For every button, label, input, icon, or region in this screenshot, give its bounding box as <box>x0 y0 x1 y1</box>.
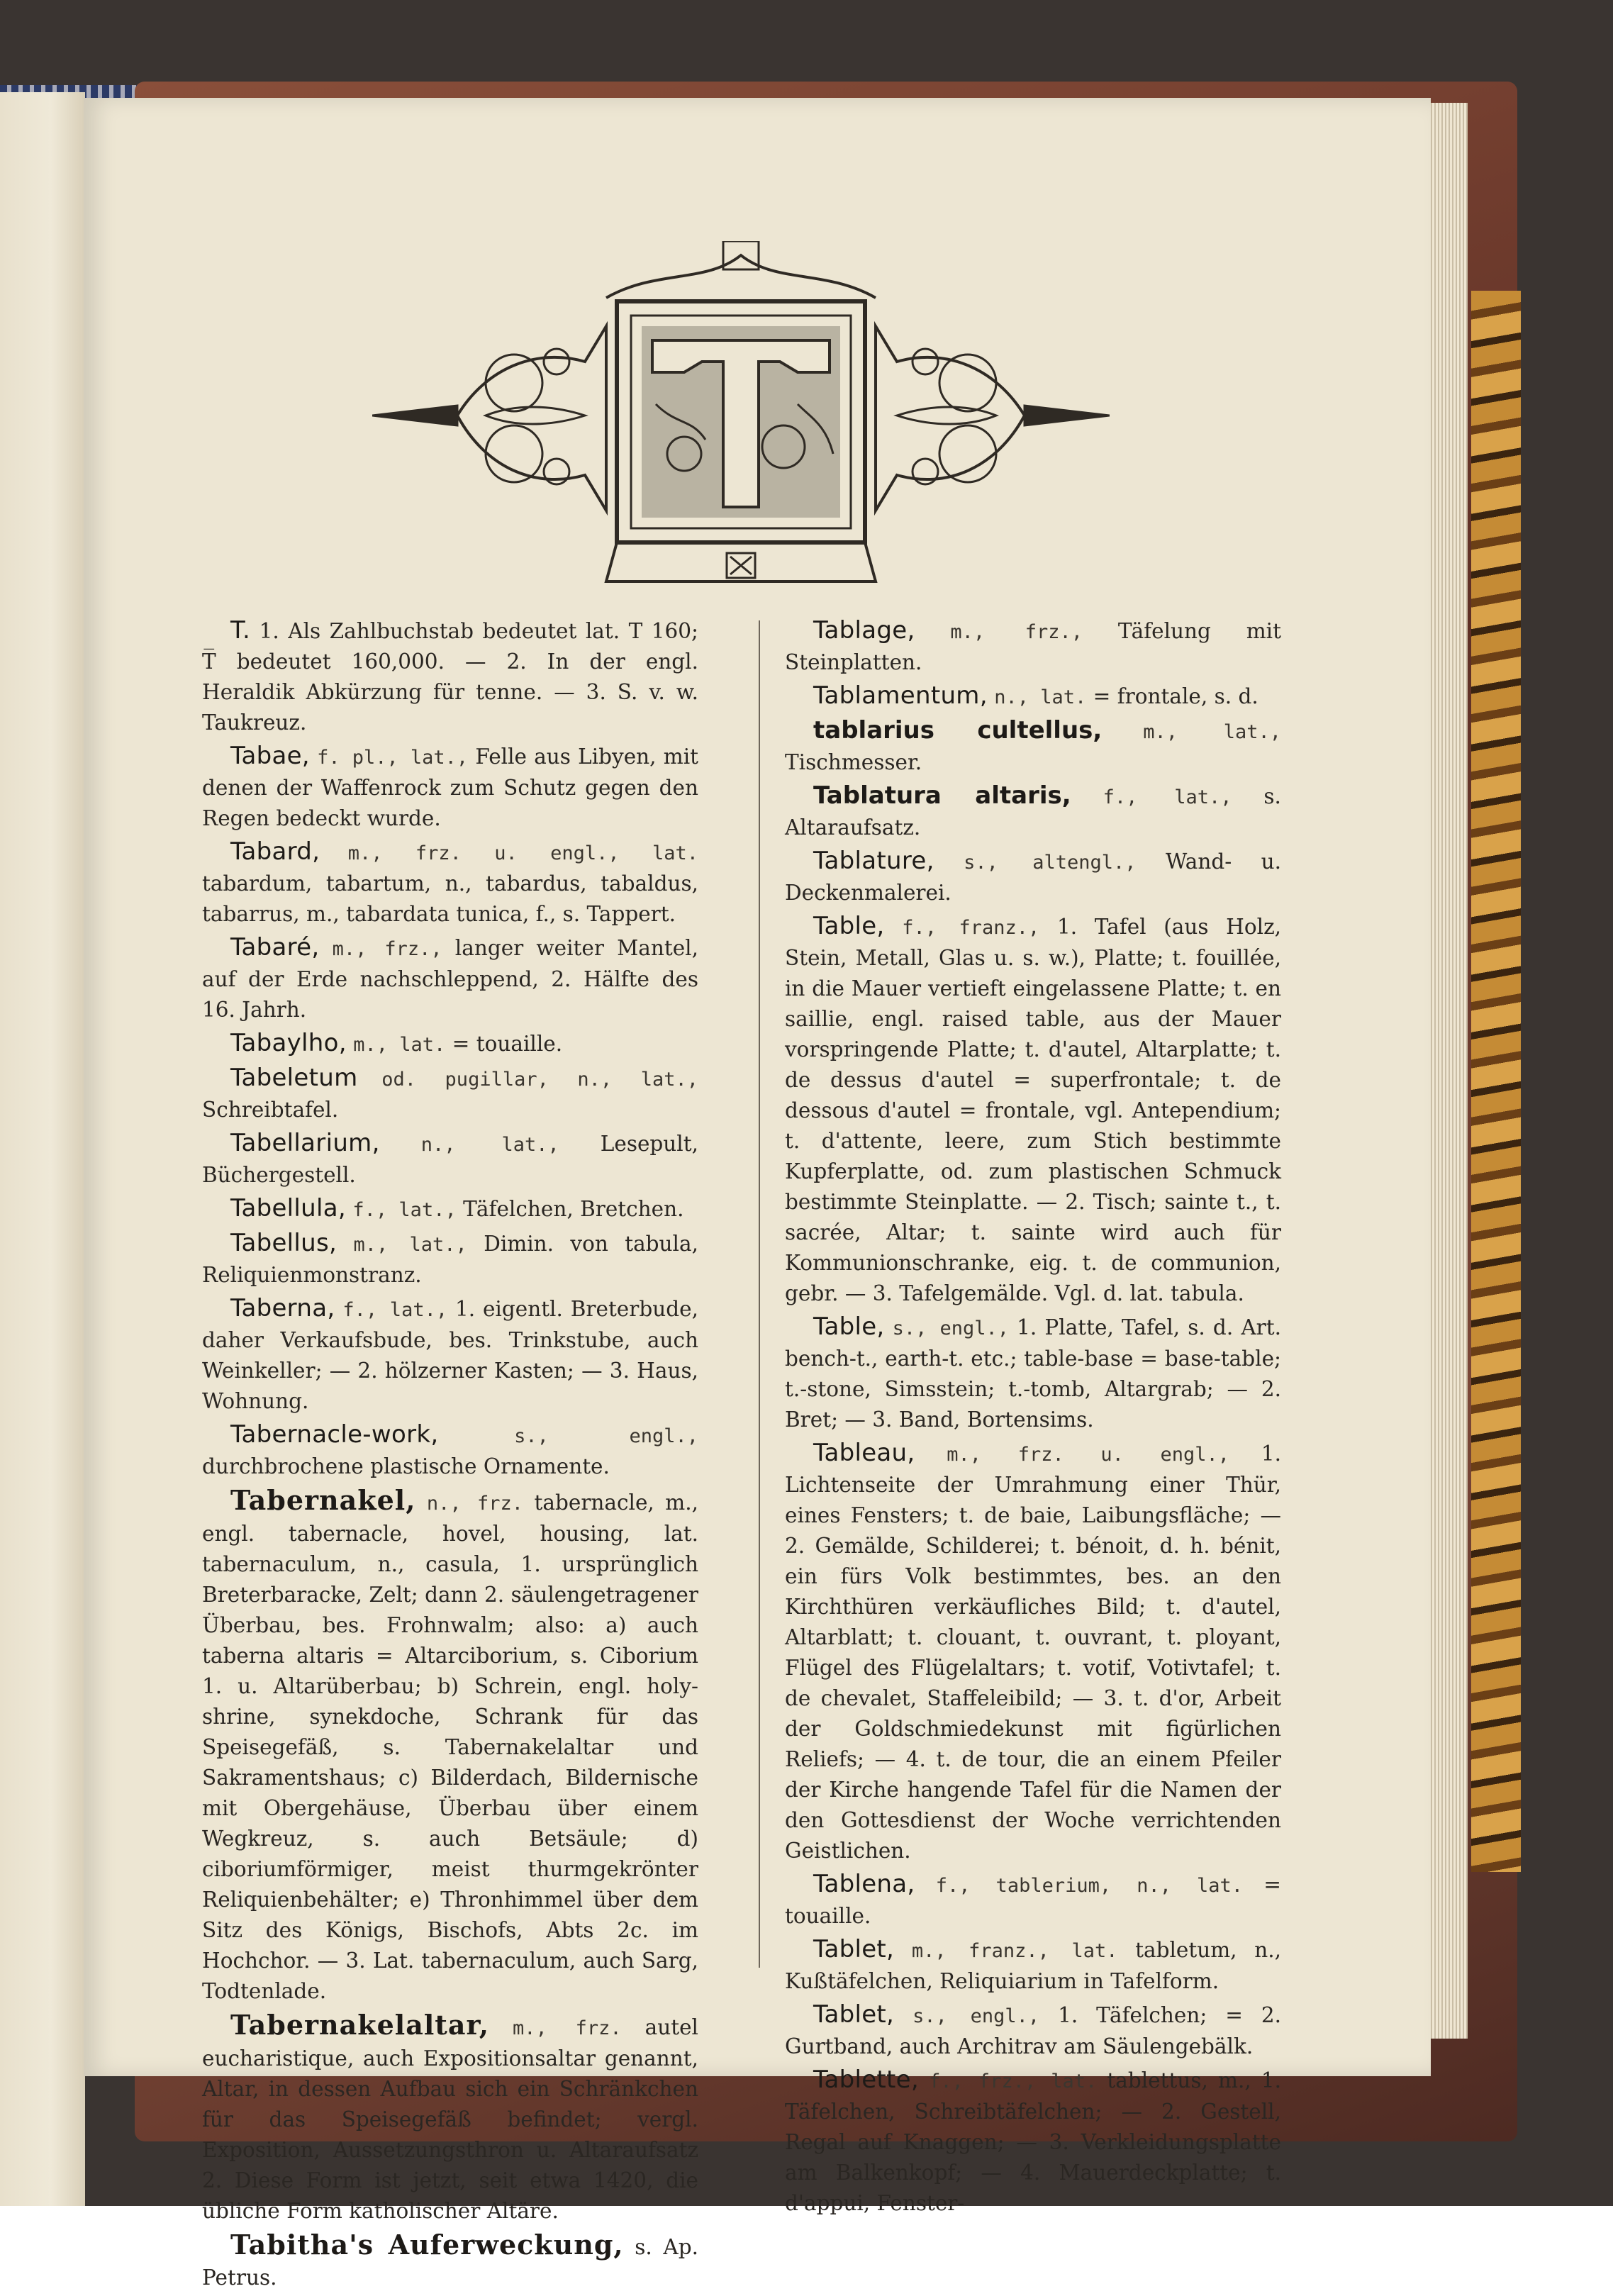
entry-tablet-fr <box>785 1934 1281 1997</box>
grammar-note: n., lat., <box>420 1134 559 1156</box>
entry-tabernakelaltar <box>202 2010 698 2227</box>
grammar-note: m., lat. <box>353 1034 446 1056</box>
headword: Tablet, <box>813 1935 895 1963</box>
definition: 1. Als Zahlbuchstab bedeutet lat. T 160; T̅ bedeutet 160,000. — 2. In der engl. Heraldik Abkürzung für tenne. — 3. S. v. w. Taukreuz. <box>202 619 698 735</box>
definition: Schreibtafel. <box>202 1098 339 1122</box>
entry-tabaylho <box>202 1028 698 1060</box>
headword: Tabaylho, <box>230 1029 347 1057</box>
definition: durchbrochene plastische Ornamente. <box>202 1454 610 1478</box>
right-column <box>785 615 1281 2222</box>
headword: tablarius cultellus, <box>813 716 1103 745</box>
headword: Tablet, <box>813 2000 895 2029</box>
entry-tablarius-cultellus <box>785 715 1281 778</box>
grammar-note: s., altengl., <box>964 852 1137 874</box>
headword: Tablena, <box>813 1870 915 1898</box>
definition: Wand- u. Deckenmalerei. <box>785 849 1281 905</box>
grammar-note: f., tablerium, n., lat. <box>935 1875 1244 1897</box>
headword: Tabae, <box>230 742 310 770</box>
definition: = touaille. <box>452 1032 563 1056</box>
definition: = touaille. <box>785 1873 1281 1928</box>
grammar-note: m., lat., <box>1143 721 1281 743</box>
grammar-note: s., engl., <box>514 1425 698 1447</box>
headword: Tableau, <box>813 1439 915 1467</box>
headword: Tabellus, <box>230 1229 337 1257</box>
entry-tablamentum <box>785 681 1281 713</box>
grammar-note: f., frz., lat. <box>929 2071 1098 2092</box>
definition: 1. Lichtenseite der Umrahmung einer Thür, eines Fensters; t. de baie, Laibungsfläche; — 2. Gemälde, Schilderei; t. bénoit, d. h. bénit, ein fürs Volk bestimmtes, bes. an den Kirchthüren verkäufliches Bild; t. d'autel, Altarblatt; t. clouant, t. ouvrant, t. ployant, Flügel des Flügelaltars; t. votif, Votivtafel; t. de chevalet, Staffeleibild; — 3. t. d'or, Arbeit der Goldschmiedekunst mit figürlichen Reliefs; — 4. t. de tour, die an einem Pfeiler der Kirche hangende Tafel für die Namen der den Gottesdienst der Woche verrichtenden Geistlichen. <box>785 1442 1281 1863</box>
definition: Felle aus Libyen, mit denen der Waffenrock zum Schutz gegen den Regen bedeckt wurde. <box>202 745 698 830</box>
headword: Tabernakel, <box>230 1484 416 1516</box>
headword: Tablatura altaris, <box>813 781 1071 810</box>
headword: Tablage, <box>813 616 915 645</box>
entry-tabernakel <box>202 1485 698 2007</box>
grammar-note: f., lat., <box>1103 786 1232 808</box>
entry-taberna <box>202 1293 698 1417</box>
entry-tabae <box>202 741 698 834</box>
left-page-edge <box>0 92 85 2206</box>
entry-tablena <box>785 1869 1281 1932</box>
entry-tabellula <box>202 1193 698 1225</box>
definition: s. Ap. Petrus. <box>202 2235 698 2290</box>
entry-table-fr <box>785 911 1281 1309</box>
entry-tabellarium <box>202 1128 698 1191</box>
headword: Tablette, <box>813 2066 920 2094</box>
grammar-note: m., frz. <box>512 2017 622 2039</box>
entry-tableau <box>785 1438 1281 1866</box>
entry-tabitha <box>202 2229 698 2293</box>
entry-tablatura-altaris <box>785 781 1281 843</box>
page-edges <box>1425 103 1468 2039</box>
definition: = frontale, s. d. <box>1093 684 1258 708</box>
column-divider <box>759 620 760 1968</box>
grammar-note: f., lat., <box>342 1299 448 1321</box>
definition: 1. Tafel (aus Holz, Stein, Metall, Glas u. s. w.), Platte; t. fouillée, in die Mauer vertieft eingelassene Platte; t. en saillie, engl. raised table, aus der Mauer vorspringende Platte; t. d'autel, Altarplatte; t. de dessus d'autel = superfrontale; t. de dessous d'autel = frontale, vgl. Antependium; t. d'attente, leere, zum Stich bestimmte Kupferplatte, od. zum plastischen Schmuck bestimmte Steinplatte. — 2. Tisch; sainte t., t. sacrée, Altar; t. sainte wird auch für Kommunionschranke, eig. t. de communion, gebr. — 3. Tafelgemälde. Vgl. d. lat. tabula. <box>785 915 1281 1305</box>
definition: Lesepult, Büchergestell. <box>202 1132 698 1187</box>
grammar-note: m., franz., lat. <box>911 1940 1118 1962</box>
headword: Table, <box>813 1313 885 1341</box>
grammar-note: s., engl., <box>912 2005 1040 2027</box>
entry-tablature <box>785 846 1281 908</box>
grammar-note: f., lat., <box>352 1199 457 1221</box>
headword: Tabellula, <box>230 1194 347 1222</box>
definition: tabernacle, m., engl. tabernacle, hovel, housing, lat. tabernaculum, n., casula, 1. ursprünglich Breterbaracke, Zelt; dann 2. säulengetragener Überbau, bes. Frohnwalm; also: a) auch taberna altaris = Altarciborium, s. Ciborium 1. u. Altarüberbau; b) Schrein, engl. holy-shrine, synekdoche, Schrank für das Speisegefäß, s. Tabernakelaltar und Sakramentshaus; c) Bilderdach, Bildernische mit Obergehäuse, Überbau über einem Wegkreuz, s. auch Betsäule; d) ciboriumförmiger, meist thurmgekrönter Reliquienbehälter; e) Thronhimmel über dem Sitz des Königs, Bischofs, Abts 2c. im Hochchor. — 3. Lat. tabernaculum, auch Sarg, Todtenlade. <box>202 1490 698 2003</box>
grammar-note: m., frz., <box>332 938 442 960</box>
definition: tabardum, tabartum, n., tabardus, tabaldus, tabarrus, m., tabardata tunica, f., s. Tappert. <box>202 871 698 926</box>
grammar-note: n., lat. <box>994 686 1087 708</box>
definition: Täfelung mit Steinplatten. <box>785 619 1281 674</box>
entry-tabernacle-work <box>202 1420 698 1482</box>
grammar-note: f., franz., <box>902 917 1040 939</box>
grammar-note: od. pugillar, n., lat., <box>381 1069 698 1091</box>
definition: tabletum, n., Kußtäfelchen, Reliquiarium in Tafelform. <box>785 1938 1281 1993</box>
entry-table-en <box>785 1312 1281 1435</box>
headword: Tabard, <box>230 837 320 866</box>
headword: Tablamentum, <box>813 681 988 710</box>
illuminated-initial-T-icon <box>372 241 1110 596</box>
headword: Table, <box>813 912 885 940</box>
entry-tablet-en <box>785 2000 1281 2062</box>
grammar-note: n., frz. <box>426 1493 524 1515</box>
marbled-cover-edge <box>1471 291 1521 1872</box>
grammar-note: s., engl., <box>892 1317 1009 1339</box>
headword: Tabernakelaltar, <box>230 2009 489 2041</box>
headword: Tabeletum <box>230 1064 358 1092</box>
entry-tabare <box>202 932 698 1025</box>
definition: Dimin. von tabula, Reliquienmonstranz. <box>202 1232 698 1287</box>
headword: Tablature, <box>813 847 934 875</box>
definition: langer weiter Mantel, auf der Erde nachschleppend, 2. Hälfte des 16. Jahrh. <box>202 936 698 1022</box>
definition: s. Altaraufsatz. <box>785 784 1281 840</box>
headword: T. <box>230 616 251 645</box>
grammar-note: m., frz. u. engl., <box>947 1444 1230 1466</box>
definition: 1. Täfelchen; = 2. Gurtband, auch Architrav am Säulengebälk. <box>785 2003 1281 2058</box>
grammar-note: m., frz., <box>950 621 1083 643</box>
left-column <box>202 615 698 2296</box>
definition: Täfelchen, Bretchen. <box>463 1197 684 1221</box>
entry-tablette <box>785 2065 1281 2219</box>
headword: Tabaré, <box>230 933 320 962</box>
entry-T <box>202 615 698 738</box>
definition: Tischmesser. <box>785 750 922 774</box>
headword: Tabernacle-work, <box>230 1420 439 1449</box>
definition: 1. eigentl. Breterbude, daher Verkaufsbude, bes. Trinkstube, auch Weinkeller; — 2. hölzerner Kasten; — 3. Haus, Wohnung. <box>202 1297 698 1413</box>
grammar-note: m., frz. u. engl., lat. <box>347 842 698 864</box>
headword: Tabitha's Auferweckung, <box>230 2229 624 2261</box>
grammar-note: m., lat., <box>353 1234 467 1256</box>
headword: Taberna, <box>230 1294 335 1322</box>
entry-tabard <box>202 837 698 930</box>
definition: autel eucharistique, auch Expositionsaltar genannt, Altar, in dessen Aufbau sich ein Schränkchen für das Speisegefäß befindet; vergl. Exposition, Aussetzungsthron u. Altaraufsatz 2. Diese Form ist jetzt, seit etwa 1420, die übliche Form katholischer Altäre. <box>202 2015 698 2223</box>
grammar-note: f. pl., lat., <box>317 747 469 769</box>
entry-tabeletum <box>202 1063 698 1125</box>
definition: 1. Platte, Tafel, s. d. Art. bench-t., earth-t. etc.; table-base = base-table; t.-stone, Simsstein; t.-tomb, Altargrab; — 2. Bret; — 3. Band, Bortensims. <box>785 1315 1281 1432</box>
definition: tablettus, m., 1. Täfelchen, Schreibtäfelchen; — 2. Gestell, Regal auf Knaggen; — 3. Verkleidungsplatte am Balkenkopf; — 4. Mauerdeckplatte; t. d'appui, Fenster- <box>785 2068 1281 2215</box>
entry-tabellus <box>202 1228 698 1291</box>
entry-tablage <box>785 615 1281 678</box>
headword: Tabellarium, <box>230 1129 380 1157</box>
